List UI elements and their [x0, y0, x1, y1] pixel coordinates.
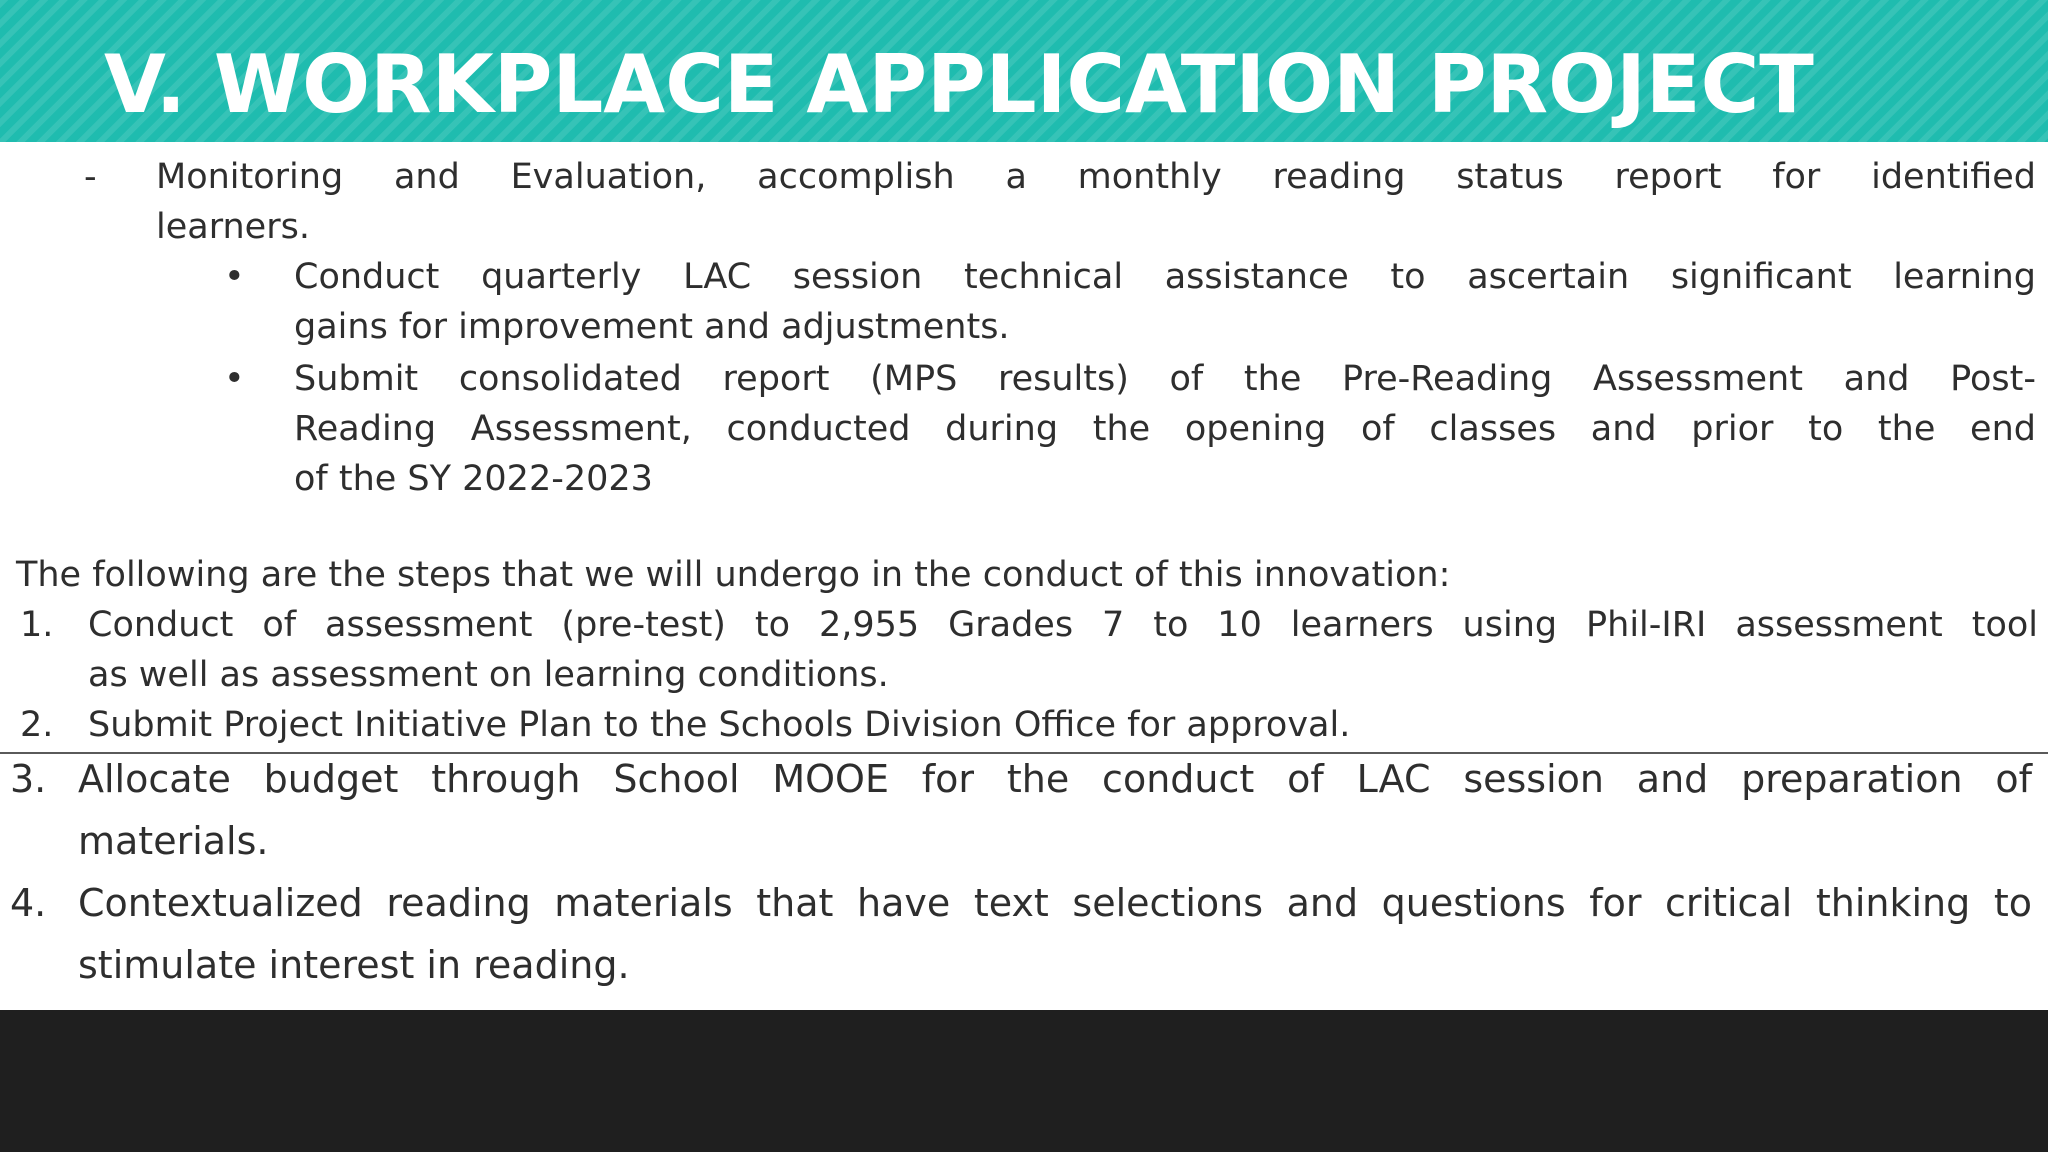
dash-item-line-1: Monitoring and Evaluation, accomplish a monthly reading status report for identified [156, 157, 2036, 197]
dash-item-line-2: learners. [156, 207, 310, 247]
bullet-1-line-1: Conduct quarterly LAC session technical assistance to ascertain significant learning [294, 257, 2036, 297]
step-3-line-1: Allocate budget through School MOOE for the conduct of LAC session and preparation of [78, 757, 2032, 801]
step-4-line-1: Contextualized reading materials that have text selections and questions for critical thinking to [78, 881, 2032, 925]
dash-marker: - [84, 157, 97, 197]
title-banner [0, 0, 2048, 142]
bullet-2-line-1: Submit consolidated report (MPS results) of the Pre-Reading Assessment and Post- [294, 359, 2036, 399]
step-4-line-2: stimulate interest in reading. [78, 943, 630, 987]
step-3-line-2: materials. [78, 819, 269, 863]
bullet-1-line-2: gains for improvement and adjustments. [294, 307, 1010, 347]
bottom-letterbox [0, 1010, 2048, 1152]
bullet-2-line-3: of the SY 2022-2023 [294, 459, 653, 499]
steps-intro: The following are the steps that we will undergo in the conduct of this innovation: [16, 555, 1451, 595]
step-number: 4. [10, 881, 47, 925]
step-1-line-1: Conduct of assessment (pre-test) to 2,955 Grades 7 to 10 learners using Phil-IRI assessment tool [88, 605, 2038, 645]
slide-title: V. WORKPLACE APPLICATION PROJECT [104, 38, 1814, 131]
bullet-marker: • [224, 257, 245, 297]
bullet-2-line-2: Reading Assessment, conducted during the opening of classes and prior to the end [294, 409, 2036, 449]
step-number: 2. [20, 705, 54, 745]
bullet-marker: • [224, 359, 245, 399]
step-number: 3. [10, 757, 47, 801]
step-number: 1. [20, 605, 54, 645]
step-2-line-1: Submit Project Initiative Plan to the Schools Division Office for approval. [88, 705, 1351, 745]
step-1-line-2: as well as assessment on learning conditions. [88, 655, 889, 695]
document-image [0, 142, 2048, 1010]
